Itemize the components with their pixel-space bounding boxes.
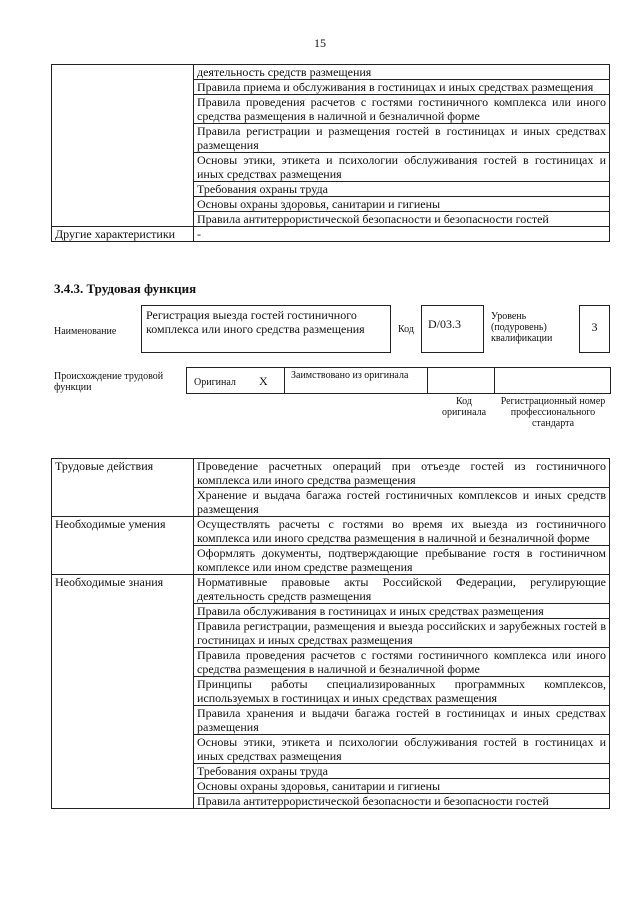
table-cell: - [194, 227, 610, 242]
level-value: 3 [579, 305, 610, 353]
table-cell-left [52, 65, 194, 227]
table-cell: Правила регистрации, размещения и выезда российских и зарубежных гостей в гостиницах и иных средствах размещения [194, 619, 610, 648]
table-cell: Проведение расчетных операций при отъезде гостей из гостиничного комплекса или иного средства размещения [194, 459, 610, 488]
table-cell: Принципы работы специализированных программных комплексов, используемых в гостиницах и иных средствах размещения [194, 677, 610, 706]
table-cell: Основы этики, этикета и психологии обслуживания гостей в гостиницах и иных средствах размещения [194, 735, 610, 764]
table-row [52, 227, 610, 242]
reg-number-label: Регистрационный номер профессионального стандарта [500, 396, 606, 429]
original-mark: X [259, 374, 268, 388]
code-original-cell [427, 367, 495, 394]
top-table [51, 64, 610, 242]
table-cell: Правила хранения и выдачи багажа гостей в гостиницах и иных средствах размещения [194, 706, 610, 735]
group-label-knowledge: Необходимые знания [52, 575, 194, 809]
table-cell: Основы охраны здоровья, санитарии и гигиены [194, 197, 610, 212]
table-cell: Правила обслуживания в гостиницах и иных средствах размещения [194, 604, 610, 619]
table-cell: Правила антитеррористической безопасности и безопасности гостей [194, 794, 610, 809]
table-row [52, 517, 610, 546]
table-cell: Правила антитеррористической безопасности и безопасности гостей [194, 212, 610, 227]
table-cell: деятельность средств размещения [194, 65, 610, 80]
table-cell: Требования охраны труда [194, 182, 610, 197]
table-cell: Осуществлять расчеты с гостями во время их выезда из гостиничного комплекса или иного средства размещения в наличной и безналичной форме [194, 517, 610, 546]
table-cell-left: Другие характеристики [52, 227, 194, 242]
table-cell: Правила проведения расчетов с гостями гостиничного комплекса или иного средства размещения в наличной и безналичной форме [194, 648, 610, 677]
table-cell: Правила приема и обслуживания в гостиницах и иных средствах размещения [194, 80, 610, 95]
table-row [52, 65, 610, 80]
original-label: Оригинал [194, 377, 236, 388]
table-cell: Нормативные правовые акты Российской Федерации, регулирующие деятельность средств размещения [194, 575, 610, 604]
table-cell: Оформлять документы, подтверждающие пребывание гостя в гостиничном комплексе или ином средстве размещения [194, 546, 610, 575]
table-row [52, 575, 610, 604]
group-label-skills: Необходимые умения [52, 517, 194, 575]
table-cell: Требования охраны труда [194, 764, 610, 779]
table-cell: Правила регистрации и размещения гостей в гостиницах и иных средствах размещения [194, 124, 610, 153]
table-row [52, 459, 610, 488]
table-cell: Правила проведения расчетов с гостями гостиничного комплекса или иного средства размещения в наличной и безналичной форме [194, 95, 610, 124]
main-table [51, 458, 610, 809]
table-cell: Основы этики, этикета и психологии обслуживания гостей в гостиницах и иных средствах размещения [194, 153, 610, 182]
borrowed-label: Заимствовано из оригинала [284, 367, 428, 394]
code-label: Код [398, 324, 414, 335]
page-number: 15 [314, 36, 326, 50]
code-value: D/03.3 [421, 305, 484, 353]
original-cell [186, 367, 285, 394]
section-title: 3.4.3. Трудовая функция [54, 281, 197, 296]
reg-number-cell [494, 367, 611, 394]
origin-label: Происхождение трудовой функции [54, 371, 164, 393]
group-label-actions: Трудовые действия [52, 459, 194, 517]
table-cell: Основы охраны здоровья, санитарии и гигиены [194, 779, 610, 794]
code-original-label: Код оригинала [441, 396, 487, 418]
name-value: Регистрация выезда гостей гостиничного комплекса или иного средства размещения [141, 305, 391, 353]
table-cell: Хранение и выдача багажа гостей гостиничных комплексов и иных средств размещения [194, 488, 610, 517]
name-label: Наименование [54, 326, 117, 337]
level-label: Уровень (подуровень) квалификации [491, 311, 553, 344]
